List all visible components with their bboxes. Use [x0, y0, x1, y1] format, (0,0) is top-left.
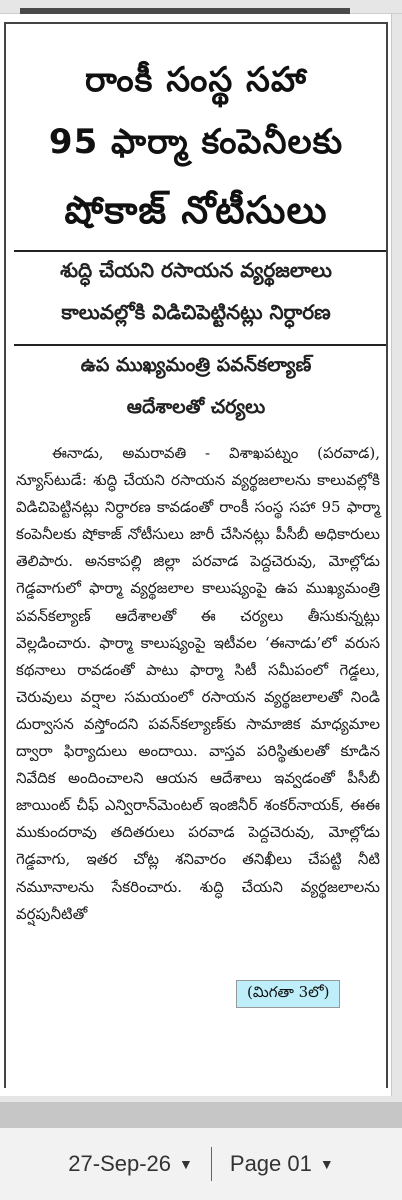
article-body — [16, 440, 380, 928]
subhead-line-4: ఆదేశాలతో చర్యలు — [126, 396, 266, 418]
date-selector[interactable] — [68, 1151, 193, 1177]
continued-note: (మిగతా 3లో) — [236, 980, 340, 1008]
viewer-footer — [0, 1128, 402, 1200]
subhead-line-2: కాలువల్లోకి విడిచిపెట్టినట్లు నిర్ధారణ — [61, 300, 331, 324]
date-label: 27-Sep-26 — [68, 1151, 172, 1176]
headline-line-3: షోకాజ్ నోటీసులు — [64, 188, 328, 232]
clipping-top-rule — [20, 8, 350, 14]
divider — [14, 344, 386, 346]
subhead-line-3: ఉప ముఖ్యమంత్రి పవన్‌కల్యాణ్ — [80, 354, 312, 376]
page-label: Page 01 — [229, 1151, 312, 1176]
headline-line-2: 95 ఫార్మా కంపెనీలకు — [48, 122, 344, 162]
chevron-down-icon: ▼ — [319, 1156, 334, 1172]
article-body-text: ఈనాడు, అమరావతి - విశాఖపట్నం (పరవాడ), న్యూస్‌టుడే: శుద్ధి చేయని రసాయన వ్యర్థజలాలను కాలువల్లోకి విడిచిపెట్టినట్లు నిర్ధారణ కావడంతో రాంకీ సంస్థ సహా 95 ఫార్మా కంపెనీలకు షోకాజ్ నోటీసులు జారీ చేసినట్లు పీసీబీ అధికారులు తెలిపారు. అనకాపల్లి జిల్లా పరవాడ పెద్దచెరువు, మోల్లోడు గెడ్డవాగులో ఫార్మా వ్యర్థజలాల కాలుష్యంపై ఉప ముఖ్యమంత్రి పవన్‌కల్యాణ్ ఆదేశాలతో ఈ చర్యలు తీసుకున్నట్లు వెల్లడించారు. ఫార్మా కాలుష్యంపై ఇటీవల ‘ఈనాడు’లో వరుస కథనాలు రావడంతో పాటు ఫార్మా సిటీ సమీపంలో గెడ్డలు, చెరువులు వర్షాల సమయంలో రసాయన వ్యర్థజలాలతో నిండి దుర్వాసన వస్తోందని పవన్‌కల్యాణ్‌కు సామాజిక మాధ్యమాల ద్వారా ఫిర్యాదులు అందాయి. వాస్తవ పరిస్థితులతో కూడిన నివేదిక అందించాలని ఆయన ఆదేశాలు ఇవ్వడంతో పీసీబీ జాయింట్ చీఫ్ ఎన్విరాన్‌మెంటల్ ఇంజినీర్ శంకర్‌నాయక్, ఈఈ ముకుందరావు తదితరులు పరవాడ పెద్దచెరువు, మోల్లోడు గెడ్డవాగు, ఇతర చోట్ల శనివారం తనిఖీలు చేపట్టి నీటి నమూనాలను సేకరించారు. శుద్ధి చేయని వ్యర్థజలాలను వర్షపునీటితో — [16, 444, 380, 923]
subhead-line-1: శుద్ధి చేయని రసాయన వ్యర్థజలాలు — [60, 258, 332, 282]
page-selector[interactable] — [230, 1151, 334, 1177]
chevron-down-icon: ▼ — [179, 1156, 193, 1172]
viewer-band — [0, 1102, 402, 1128]
headline-line-1: రాంకీ సంస్థ సహా — [84, 60, 308, 100]
divider — [14, 250, 386, 252]
footer-separator — [211, 1147, 212, 1181]
